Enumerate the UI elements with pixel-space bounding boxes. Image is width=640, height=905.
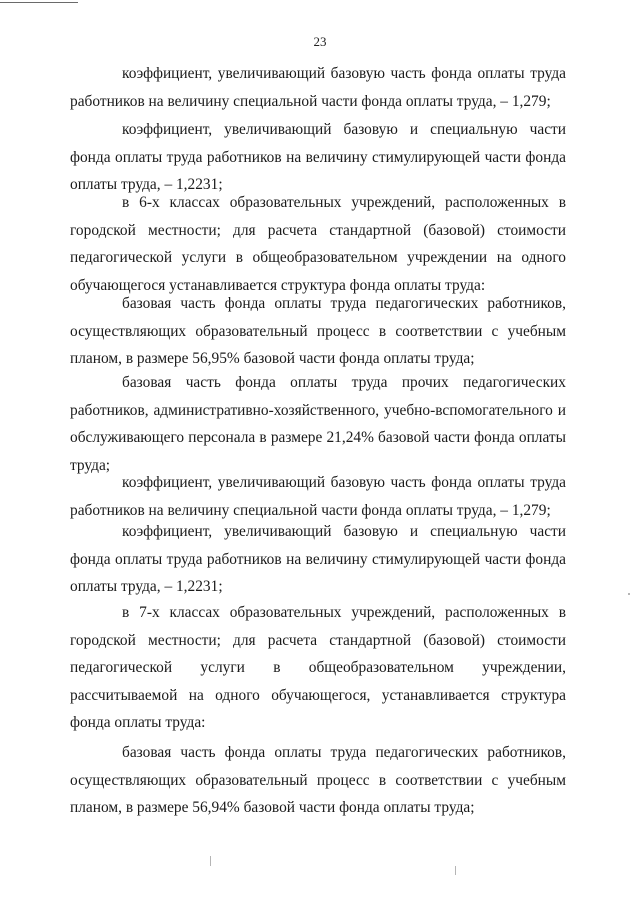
paragraph-coefficient-stimulating-grade-6: коэффициент, увеличивающий базовую и специальную части фонда оплаты труда работников на величину стимулирующей части фонда оплаты труда, – 1,2231; [70,121,566,194]
paragraph-grade-6-other-staff-share: базовая часть фонда оплаты труда прочих педагогических работников, административно-хозяйственного, учебно-вспомогательного и обслуживающего персонала в размере 21,24% базовой части фонда оплаты труда; [70,374,566,474]
paragraph-coefficient-special-grade-6: коэффициент, увеличивающий базовую часть фонда оплаты труда работников на величину специальной части фонда оплаты труда, – 1,279; [70,65,566,110]
paragraph-grade-7-teachers-share: базовая часть фонда оплаты труда педагогических работников, осуществляющих образовательный процесс в соответствии с учебным планом, в размере 56,94% базовой части фонда оплаты труда; [70,744,566,817]
scan-speck [455,866,456,875]
paragraph-grade-6-teachers-share: базовая часть фонда оплаты труда педагогических работников, осуществляющих образовательный процесс в соответствии с учебным планом, в размере 56,95% базовой части фонда оплаты труда; [70,295,566,368]
paragraph-grade-7-intro: в 7-х классах образовательных учреждений, расположенных в городской местности; для расчета стандартной (базовой) стоимости педагогической услуги в общеобразовательном учреждении, рассчитываемой на одного обучающегося, устанавливается структура фонда оплаты труда: [70,604,566,732]
page-number: 23 [313,34,327,49]
scan-speck [210,856,211,866]
paragraph-coefficient-special-grade-7: коэффициент, увеличивающий базовую часть фонда оплаты труда работников на величину специальной части фонда оплаты труда, – 1,279; [70,474,566,519]
paragraph-coefficient-stimulating-grade-7: коэффициент, увеличивающий базовую и специальную части фонда оплаты труда работников на величину стимулирующей части фонда оплаты труда, – 1,2231; [70,523,566,596]
scan-speck [628,593,630,595]
scan-border-line [0,2,78,3]
paragraph-grade-6-intro: в 6-х классах образовательных учреждений, расположенных в городской местности; для расчета стандартной (базовой) стоимости педагогической услуги в общеобразовательном учреждении на одного обучающегося устанавливается структура фонда оплаты труда: [70,194,566,294]
